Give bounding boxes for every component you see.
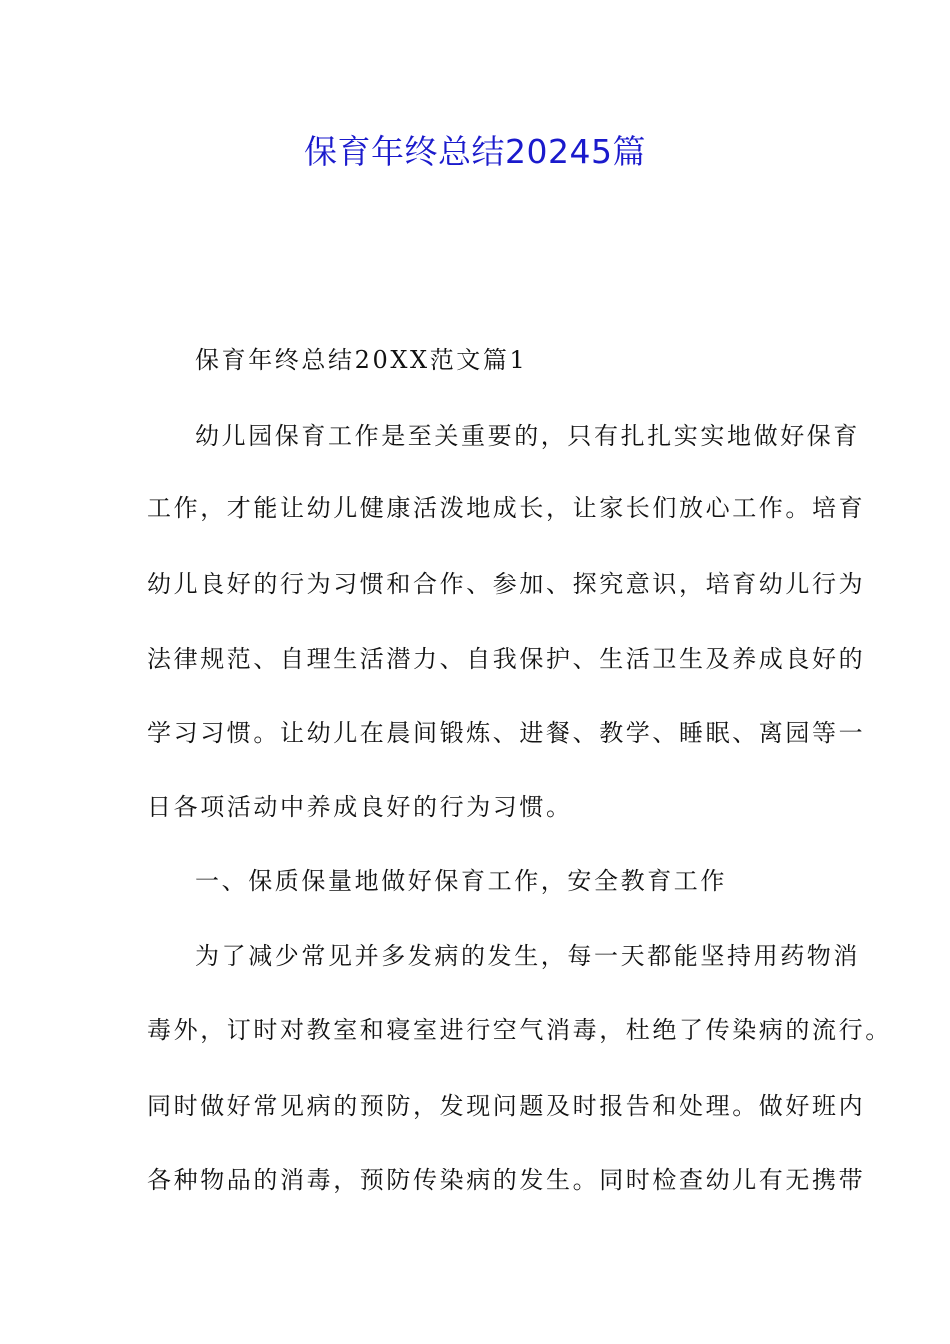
section-heading: 保育年终总结20XX范文篇1 [195,346,528,374]
paragraph-line: 各种物品的消毒，预防传染病的发生。同时检查幼儿有无携带 [147,1166,866,1194]
paragraph-line: 为了减少常见并多发病的发生，每一天都能坚持用药物消 [195,942,860,970]
paragraph-line: 工作，才能让幼儿健康活泼地成长，让家长们放心工作。培育 [147,494,866,522]
paragraph-line: 学习习惯。让幼儿在晨间锻炼、进餐、教学、睡眠、离园等一 [147,719,866,747]
paragraph-line: 法律规范、自理生活潜力、自我保护、生活卫生及养成良好的 [147,645,866,673]
paragraph-line: 日各项活动中养成良好的行为习惯。 [147,793,573,821]
paragraph-line: 幼儿园保育工作是至关重要的，只有扎扎实实地做好保育 [195,422,860,450]
paragraph-line: 幼儿良好的行为习惯和合作、参加、探究意识，培育幼儿行为 [147,570,866,598]
paragraph-line: 同时做好常见病的预防，发现问题及时报告和处理。做好班内 [147,1092,866,1120]
document-title: 保育年终总结20245篇 [304,132,646,171]
section-heading: 一、保质保量地做好保育工作，安全教育工作 [195,867,727,895]
paragraph-line: 毒外，订时对教室和寝室进行空气消毒，杜绝了传染病的流行。 [147,1016,892,1044]
